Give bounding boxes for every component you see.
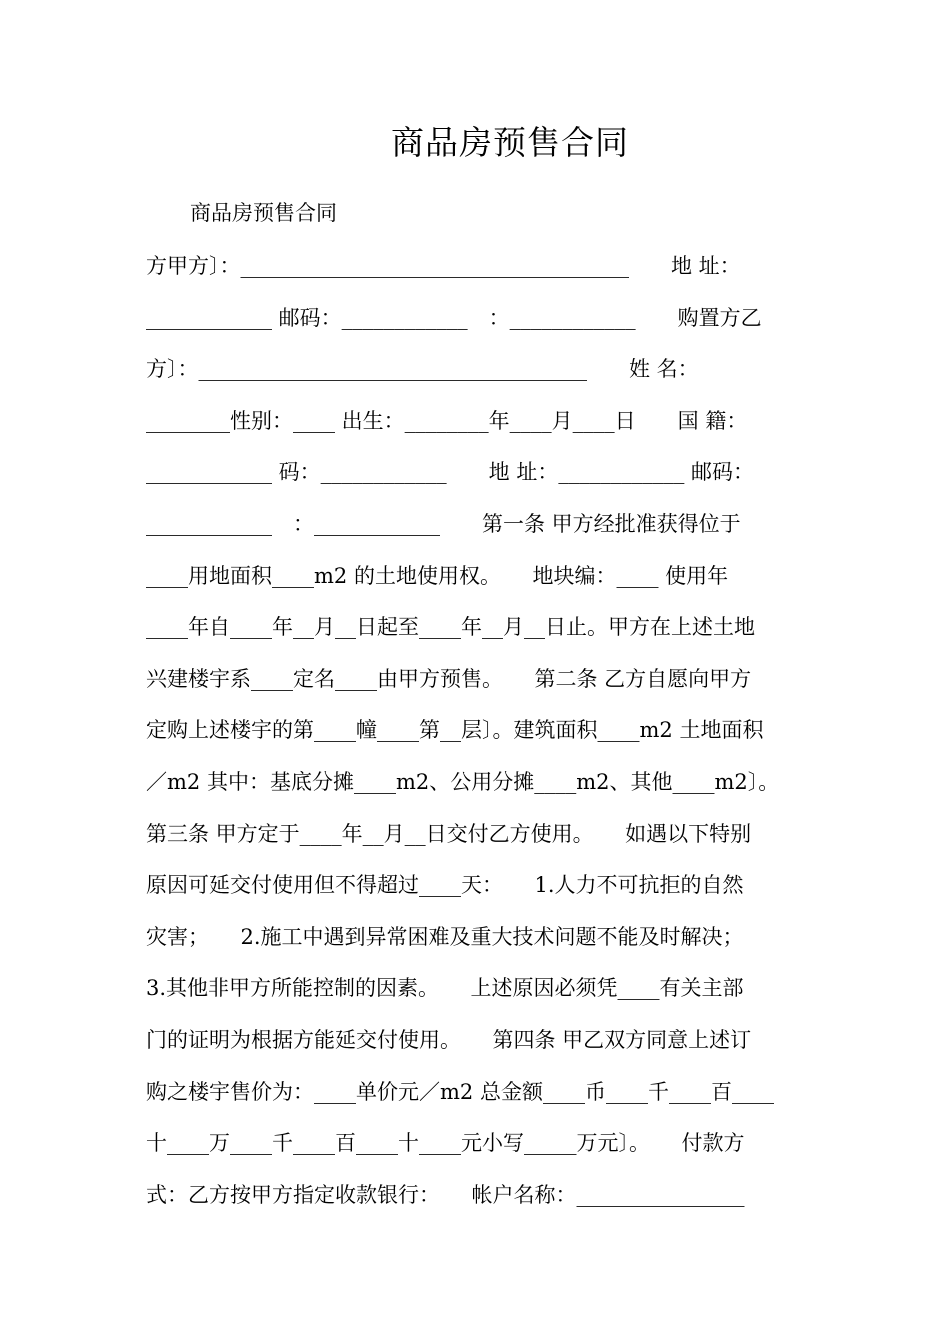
document-title: 商品房预售合同 bbox=[391, 123, 629, 162]
contract-line: 方甲方〕：_____________________________________ 地 址： bbox=[146, 254, 741, 278]
contract-line: 原因可延交付使用但不得超过____天： 1.人力不可抗拒的自然 bbox=[146, 873, 744, 898]
contract-line: 方〕：_____________________________________ 姓 名： bbox=[146, 357, 699, 382]
contract-line: 购之楼宇售价为：____单价元／m2 总金额____币____千____百____ bbox=[146, 1079, 774, 1104]
contract-line: ／m2 其中：基底分摊____m2、公用分摊____m2、其他____m2〕。 bbox=[146, 769, 780, 794]
contract-line: 门的证明为根据方能延交付使用。 第四条 甲乙双方同意上述订 bbox=[146, 1027, 752, 1052]
contract-line: 十____万____千____百____十____元小写_____万元〕。 付款方 bbox=[146, 1131, 745, 1156]
contract-line: ________性别：____ 出生：________年____月____日 国 籍： bbox=[146, 408, 748, 433]
contract-line: 灾害； 2.施工中遇到异常困难及重大技术问题不能及时解决； bbox=[146, 924, 744, 949]
contract-line: 定购上述楼宇的第____幢____第__层〕。建筑面积____m2 土地面积 bbox=[146, 718, 764, 743]
contract-line: ____________ ：____________ 第一条 甲方经批准获得位于 bbox=[146, 511, 741, 536]
contract-line: 第三条 甲方定于____年__月__日交付乙方使用。 如遇以下特别 bbox=[146, 821, 752, 846]
contract-body bbox=[146, 244, 806, 1224]
contract-line: ____年自____年__月__日起至____年__月__日止。甲方在上述土地 bbox=[146, 615, 755, 640]
contract-line: ____________ 码：____________ 地 址：____________ 邮码： bbox=[146, 460, 755, 485]
document-subtitle: 商品房预售合同 bbox=[190, 201, 337, 225]
contract-line: 3.其他非甲方所能控制的因素。 上述原因必须凭____有关主部 bbox=[146, 976, 744, 1001]
contract-line: ____________ 邮码：____________ ：____________ 购置方乙 bbox=[146, 305, 762, 330]
contract-line: 兴建楼宇系____定名____由甲方预售。 第二条 乙方自愿向甲方 bbox=[146, 666, 752, 691]
contract-line: ____用地面积____m2 的土地使用权。 地块编：____ 使用年 bbox=[146, 563, 729, 588]
contract-line: 式：乙方按甲方指定收款银行： 帐户名称：________________ bbox=[146, 1182, 745, 1207]
